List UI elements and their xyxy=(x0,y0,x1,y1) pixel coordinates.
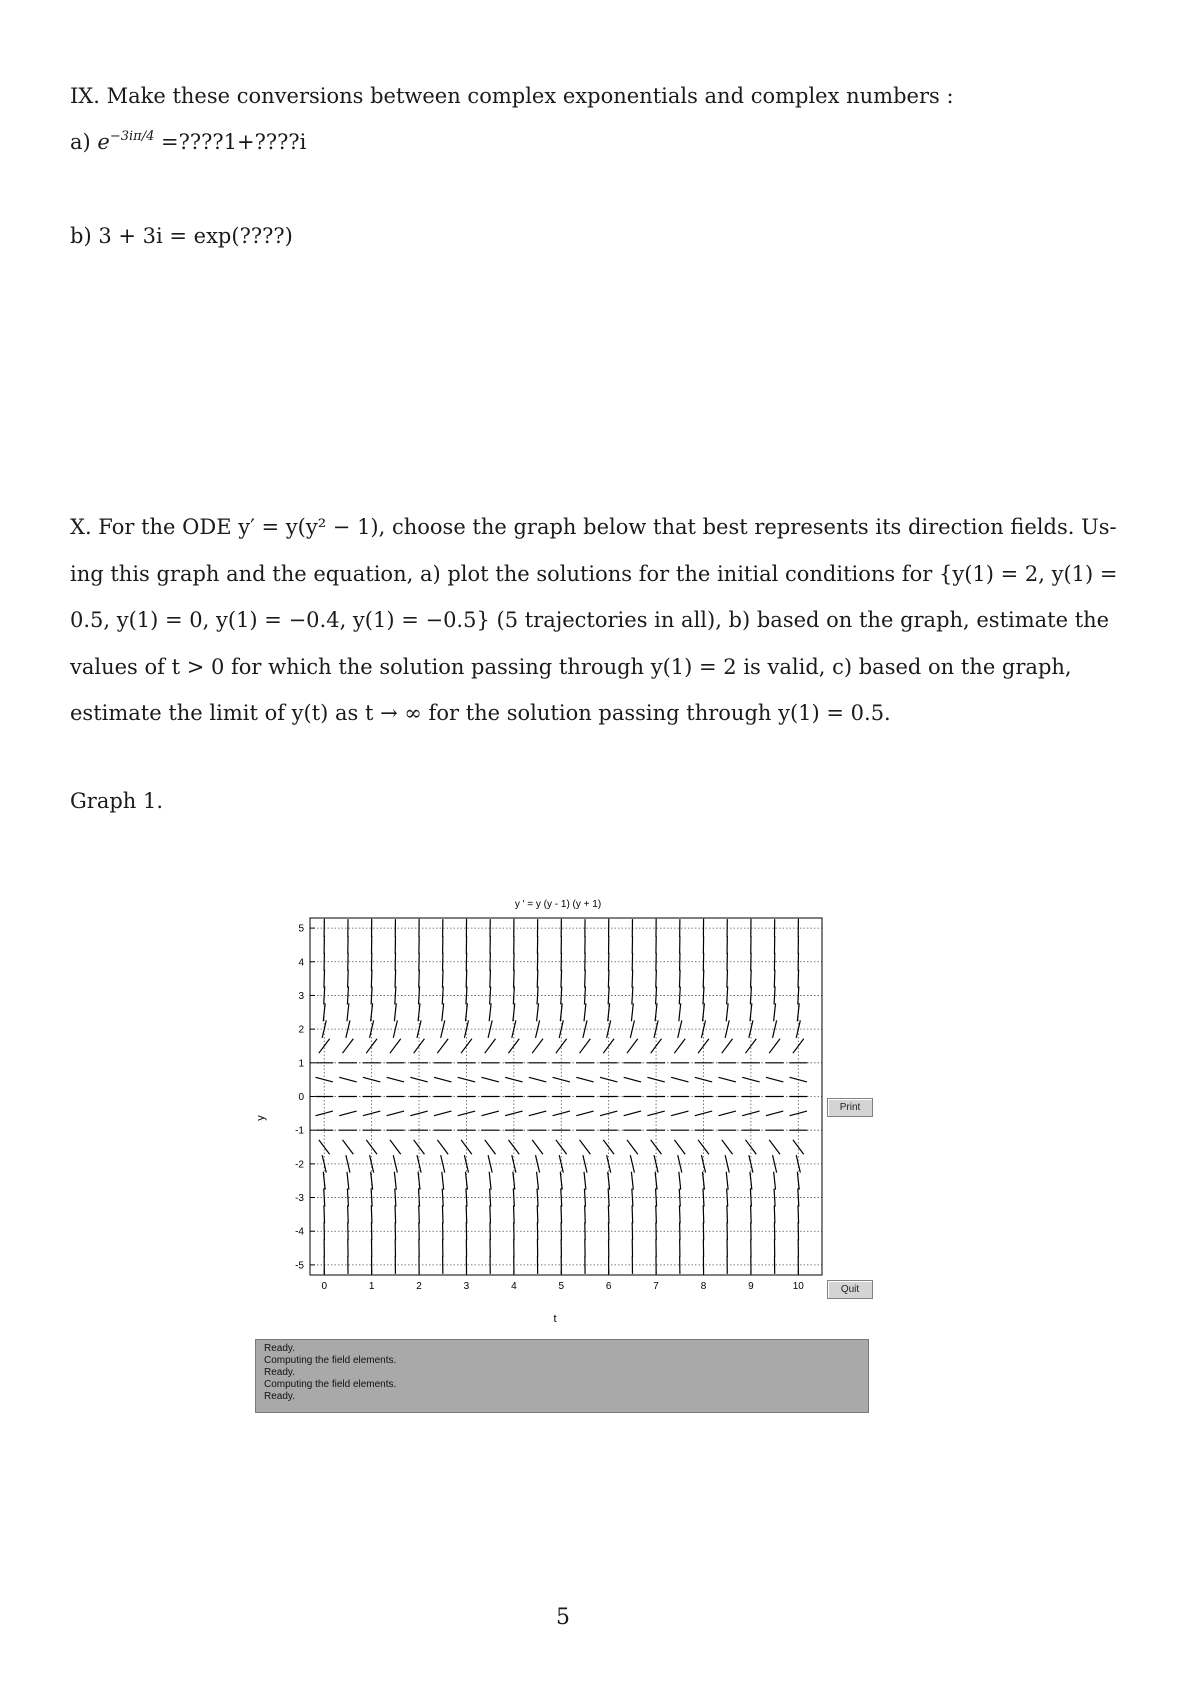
slope-segment xyxy=(508,1140,519,1154)
slope-segment xyxy=(394,1172,396,1190)
slope-segment xyxy=(656,1205,657,1223)
slope-segment xyxy=(347,986,348,1004)
slope-segment xyxy=(608,970,609,988)
slope-segment xyxy=(514,970,515,988)
slope-segment xyxy=(395,986,396,1004)
slope-segment xyxy=(505,1077,522,1082)
slope-segment xyxy=(798,970,799,988)
slope-segment xyxy=(600,1077,617,1082)
slope-segment xyxy=(419,1205,420,1223)
slope-segment xyxy=(514,1205,515,1223)
slope-segment xyxy=(529,1077,546,1082)
slope-segment xyxy=(490,970,491,988)
slope-segment xyxy=(584,1189,585,1207)
slope-segment xyxy=(387,1111,404,1116)
slope-segment xyxy=(529,1111,546,1116)
status-line: Ready. xyxy=(264,1391,295,1402)
y-tick-label: 4 xyxy=(298,957,304,969)
slope-segment xyxy=(489,1003,491,1021)
slope-segment xyxy=(774,986,775,1004)
slope-segment xyxy=(627,1140,638,1154)
slope-segment xyxy=(603,1140,614,1154)
slope-segment xyxy=(718,1077,735,1082)
slope-segment xyxy=(363,1077,380,1082)
slope-segment xyxy=(442,1205,443,1223)
slope-segment xyxy=(656,970,657,988)
x-tick-label: 5 xyxy=(558,1281,565,1292)
slope-segment xyxy=(561,970,562,988)
slope-segment xyxy=(458,1077,475,1082)
slope-segment xyxy=(442,1003,444,1021)
y-tick-label: -1 xyxy=(295,1125,304,1137)
slope-segment xyxy=(725,1020,729,1038)
slope-segment xyxy=(339,1077,356,1082)
slope-segment xyxy=(442,1189,443,1207)
slope-segment xyxy=(769,1140,780,1154)
slope-segment xyxy=(774,1189,775,1207)
slope-segment xyxy=(434,1111,451,1116)
problem-ix-part-a xyxy=(70,130,306,153)
slope-segment xyxy=(481,1111,498,1116)
quit-button[interactable]: Quit xyxy=(827,1280,873,1299)
slope-segment xyxy=(442,970,443,988)
direction-field-window xyxy=(250,890,890,1330)
slope-segment xyxy=(727,970,728,988)
slope-segment xyxy=(727,1189,728,1207)
slope-segment xyxy=(774,1205,775,1223)
slope-segment xyxy=(561,1205,562,1223)
problem-x-line-3: 0.5, y(1) = 0, y(1) = −0.4, y(1) = −0.5} (5 trajectories in all), b) based on the graph, estimate the xyxy=(70,608,1110,632)
slope-segment xyxy=(793,1140,804,1154)
slope-segment xyxy=(671,1077,688,1082)
status-console xyxy=(255,1339,869,1413)
slope-segment xyxy=(417,1155,421,1173)
status-line: Computing the field elements. xyxy=(264,1355,397,1366)
slope-segment xyxy=(410,1077,427,1082)
slope-segment xyxy=(371,1205,372,1223)
slope-segment xyxy=(485,1140,496,1154)
slope-segment xyxy=(576,1111,593,1116)
y-tick-label: -4 xyxy=(295,1226,304,1238)
problem-ix-part-b xyxy=(70,226,293,247)
slope-segment xyxy=(537,1189,538,1207)
slope-segment xyxy=(651,1140,662,1154)
slope-segment xyxy=(584,986,585,1004)
slope-segment xyxy=(324,1205,325,1223)
plot-title: y ' = y (y - 1) (y + 1) xyxy=(514,899,602,910)
slope-segment xyxy=(322,1155,326,1173)
slope-segment xyxy=(742,1077,759,1082)
x-tick-label: 6 xyxy=(605,1281,612,1292)
y-tick-label: 0 xyxy=(298,1092,304,1103)
slope-segment xyxy=(466,1205,467,1223)
slope-segment xyxy=(774,970,775,988)
slope-segment xyxy=(461,1140,472,1154)
slope-segment xyxy=(537,970,538,988)
slope-segment xyxy=(580,1140,591,1154)
y-tick-label: 2 xyxy=(298,1024,304,1036)
slope-segment xyxy=(798,1205,799,1223)
slope-segment xyxy=(481,1077,498,1082)
slope-segment xyxy=(490,986,491,1004)
slope-segment xyxy=(671,1111,688,1116)
slope-segment xyxy=(419,970,420,988)
slope-segment xyxy=(632,986,633,1004)
part-a-label: a) xyxy=(70,130,91,154)
slope-segment xyxy=(774,1172,776,1190)
slope-segment xyxy=(347,1003,349,1021)
problem-x-text xyxy=(70,504,1120,737)
slope-segment xyxy=(348,970,349,988)
status-line: Ready. xyxy=(264,1367,295,1378)
slope-segment xyxy=(627,1039,638,1053)
slope-segment xyxy=(532,1140,543,1154)
slope-segment xyxy=(366,1140,377,1154)
status-line: Computing the field elements. xyxy=(264,1379,397,1390)
problem-x-line-2: ing this graph and the equation, a) plot the solutions for the initial conditions for {y(1) = 2, y(1) = xyxy=(70,561,1118,586)
slope-segment xyxy=(316,1077,333,1082)
slope-segment xyxy=(632,1189,633,1207)
slope-segment xyxy=(348,1205,349,1223)
slope-segment xyxy=(698,1140,709,1154)
slope-segment xyxy=(343,1140,354,1154)
slope-segment xyxy=(726,1003,728,1021)
slope-segment xyxy=(751,970,752,988)
x-tick-label: 8 xyxy=(700,1281,707,1292)
slope-segment xyxy=(727,986,728,1004)
slope-segment xyxy=(580,1039,591,1053)
slope-segment xyxy=(393,1155,397,1173)
slope-segment xyxy=(371,970,372,988)
x-tick-label: 0 xyxy=(321,1281,328,1292)
slope-segment xyxy=(537,986,538,1004)
slope-segment xyxy=(727,1205,728,1223)
direction-field-plot xyxy=(250,890,890,1330)
part-b-label: b) xyxy=(70,224,92,248)
slope-segment xyxy=(442,1172,444,1190)
slope-segment xyxy=(679,986,680,1004)
slope-segment xyxy=(674,1140,685,1154)
slope-segment xyxy=(339,1111,356,1116)
slope-segment xyxy=(608,1205,609,1223)
y-axis-label: y xyxy=(255,1115,267,1121)
slope-segment xyxy=(442,986,443,1004)
slope-segment xyxy=(674,1039,685,1053)
slope-segment xyxy=(512,1155,516,1173)
slope-segment xyxy=(576,1077,593,1082)
slope-segment xyxy=(766,1111,783,1116)
slope-segment xyxy=(632,1205,633,1223)
slope-segment xyxy=(532,1039,543,1053)
y-tick-label: 3 xyxy=(298,990,304,1002)
y-tick-label: 5 xyxy=(298,923,304,935)
x-tick-label: 10 xyxy=(792,1281,804,1292)
x-tick-label: 1 xyxy=(368,1281,375,1292)
slope-segment xyxy=(718,1111,735,1116)
slope-segment xyxy=(695,1077,712,1082)
x-tick-label: 7 xyxy=(653,1281,659,1292)
slope-segment xyxy=(722,1039,733,1053)
graph-label: Graph 1. xyxy=(70,789,164,813)
slope-segment xyxy=(390,1140,401,1154)
slope-segment xyxy=(319,1140,330,1154)
slope-segment xyxy=(722,1140,733,1154)
slope-segment xyxy=(631,1172,633,1190)
direction-field-segments xyxy=(315,919,807,1274)
slope-segment xyxy=(703,970,704,988)
slope-segment xyxy=(631,1003,633,1021)
slope-segment xyxy=(679,1172,681,1190)
slope-segment xyxy=(347,1189,348,1207)
x-axis-label: t xyxy=(553,1313,557,1325)
slope-segment xyxy=(437,1039,448,1053)
problem-x-line-5: estimate the limit of y(t) as t → ∞ for the solution passing through y(1) = 0.5. xyxy=(70,701,891,725)
slope-segment xyxy=(584,1172,586,1190)
slope-segment xyxy=(395,1189,396,1207)
slope-segment xyxy=(434,1077,451,1082)
slope-segment xyxy=(584,1003,586,1021)
slope-segment xyxy=(630,1020,634,1038)
slope-segment xyxy=(489,1172,491,1190)
slope-segment xyxy=(745,1140,756,1154)
print-button[interactable]: Print xyxy=(827,1098,873,1117)
slope-segment xyxy=(537,1172,539,1190)
page-number: 5 xyxy=(556,1605,570,1630)
slope-segment xyxy=(324,970,325,988)
part-b-expression: 3 + 3i = exp(????) xyxy=(98,224,293,248)
y-tick-label: -3 xyxy=(295,1193,304,1205)
slope-segment xyxy=(490,1189,491,1207)
slope-segment xyxy=(703,1205,704,1223)
slope-segment xyxy=(632,970,633,988)
slope-segment xyxy=(774,1003,776,1021)
slope-segment xyxy=(624,1077,641,1082)
problem-ix-heading: IX. Make these conversions between complex exponentials and complex numbers : xyxy=(70,84,954,108)
slope-segment xyxy=(395,1205,396,1223)
slope-segment xyxy=(630,1155,634,1173)
slope-segment xyxy=(343,1039,354,1053)
slope-segment xyxy=(556,1140,567,1154)
slope-segment xyxy=(585,1205,586,1223)
part-a-rhs: =????1+????i xyxy=(154,130,307,154)
part-a-base: e xyxy=(97,130,110,154)
slope-segment xyxy=(725,1155,729,1173)
x-tick-label: 4 xyxy=(511,1281,517,1292)
slope-segment xyxy=(766,1077,783,1082)
slope-segment xyxy=(624,1111,641,1116)
slope-segment xyxy=(679,970,680,988)
slope-segment xyxy=(537,1205,538,1223)
y-tick-label: -5 xyxy=(295,1260,304,1272)
slope-segment xyxy=(437,1140,448,1154)
slope-segment xyxy=(679,1189,680,1207)
slope-segment xyxy=(607,1155,611,1173)
slope-segment xyxy=(394,1003,396,1021)
slope-segment xyxy=(537,1003,539,1021)
slope-segment xyxy=(726,1172,728,1190)
slope-segment xyxy=(769,1039,780,1053)
problem-x-line-1: X. For the ODE y′ = y(y² − 1), choose the graph below that best represents its direction fields. Us- xyxy=(70,515,1117,539)
slope-segment xyxy=(490,1205,491,1223)
slope-segment xyxy=(679,1205,680,1223)
slope-segment xyxy=(347,1172,349,1190)
slope-segment xyxy=(790,1077,807,1082)
slope-segment xyxy=(751,1205,752,1223)
x-tick-label: 3 xyxy=(463,1281,470,1292)
slope-segment xyxy=(647,1077,664,1082)
x-tick-label: 2 xyxy=(416,1281,422,1292)
y-tick-label: 1 xyxy=(298,1058,304,1070)
status-line: Ready. xyxy=(264,1343,295,1354)
x-tick-label: 9 xyxy=(748,1281,754,1292)
slope-segment xyxy=(393,1020,397,1038)
y-tick-label: -2 xyxy=(295,1159,304,1171)
slope-segment xyxy=(553,1077,570,1082)
slope-segment xyxy=(485,1039,496,1053)
slope-segment xyxy=(390,1039,401,1053)
part-a-exponent: −3iπ/4 xyxy=(109,129,155,144)
slope-segment xyxy=(585,970,586,988)
slope-segment xyxy=(466,970,467,988)
slope-segment xyxy=(395,970,396,988)
slope-segment xyxy=(387,1077,404,1082)
slope-segment xyxy=(414,1140,425,1154)
problem-x-line-4: values of t > 0 for which the solution passing through y(1) = 2 is valid, c) based on the graph, xyxy=(70,654,1072,679)
slope-segment xyxy=(679,1003,681,1021)
